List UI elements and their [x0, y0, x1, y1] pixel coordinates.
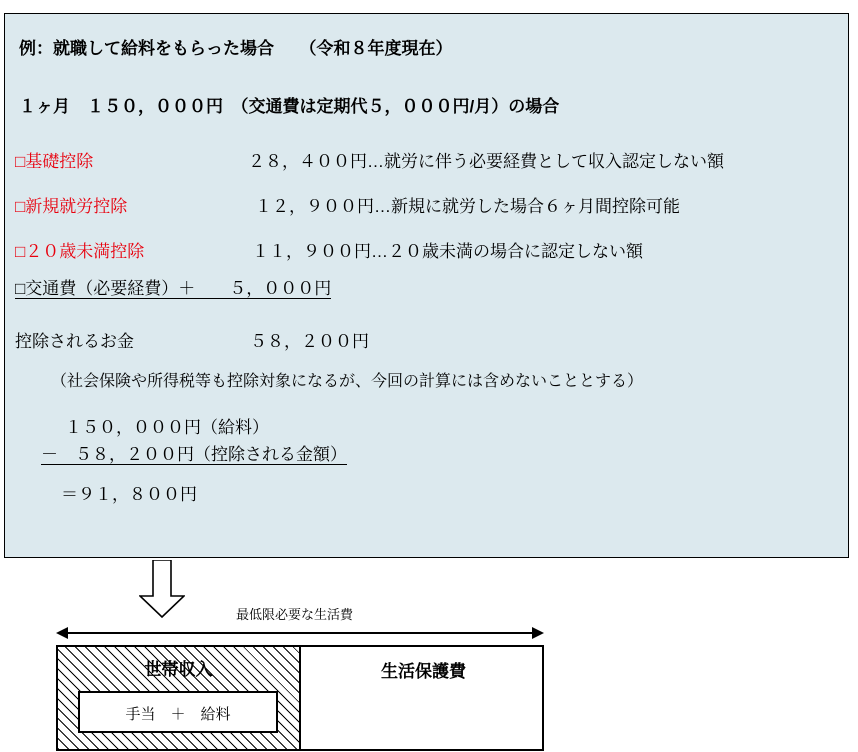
deduction-label-under20: □２０歳未満控除	[15, 242, 145, 261]
allowance-salary-box	[78, 691, 278, 733]
allowance-salary-label: 手当 ＋ 給料	[125, 706, 231, 723]
calc-result-line: ＝９１，８００円	[61, 485, 197, 504]
welfare-benefit-label: 生活保護費	[381, 662, 466, 681]
household-bar-diagram	[56, 645, 544, 751]
deduction-label-basic: □基礎控除	[15, 152, 94, 171]
household-income-label: 世帯収入	[144, 660, 213, 679]
deduction-label-new-employment: □新規就労控除	[15, 197, 128, 216]
calc-deduction-line	[41, 446, 347, 465]
panel-subtitle: １ヶ月 １５０，０００円 （交通費は定期代５，０００円/月）の場合	[19, 97, 560, 116]
deduction-amount-new-employment: １２，９００円…新規に就労した場合６ヶ月間控除可能	[255, 197, 680, 216]
transport-cost-text: □交通費（必要経費）＋ ５，０００円	[15, 279, 332, 298]
calc-salary-line: １５０，０００円（給料）	[65, 418, 269, 437]
deduction-amount-basic: ２８，４００円…就労に伴う必要経費として収入認定しない額	[248, 152, 724, 171]
calc-deduction-text: － ５８，２００円（控除される金額）	[41, 445, 347, 464]
deduction-amount-under20: １１，９００円…２０歳未満の場合に認定しない額	[252, 242, 643, 261]
panel-title: 例：就職して給料をもらった場合 （令和８年度現在）	[19, 39, 453, 58]
household-income-segment	[58, 647, 301, 749]
transport-cost-line	[15, 280, 331, 299]
total-deduction-amount: ５８，２００円	[250, 332, 369, 351]
measure-arrow-icon	[56, 626, 544, 640]
minimum-living-cost-label: 最低限必要な生活費	[236, 607, 354, 622]
explanation-panel	[4, 13, 849, 558]
calculation-note: （社会保険や所得税等も控除対象になるが、今回の計算には含めないこととする）	[51, 373, 644, 390]
down-arrow-icon	[139, 560, 185, 618]
total-deduction-label: 控除されるお金	[15, 332, 134, 351]
